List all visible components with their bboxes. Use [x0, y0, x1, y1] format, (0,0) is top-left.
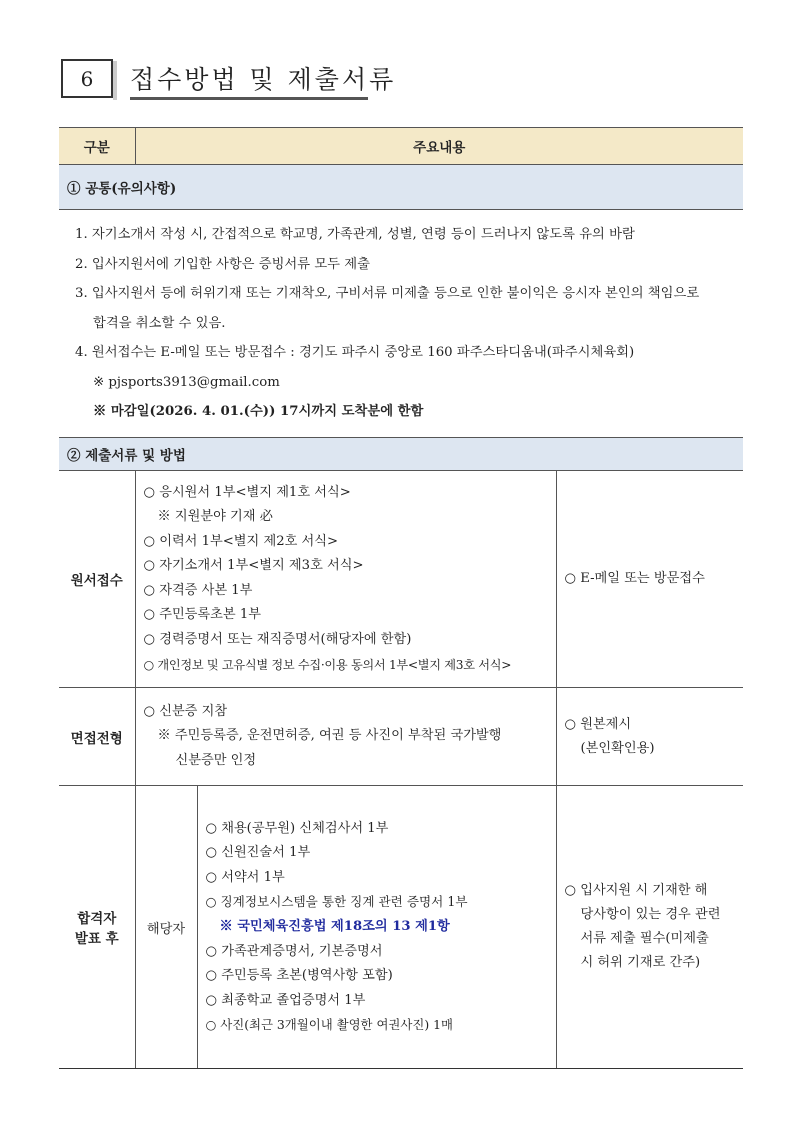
legal-reference: ※ 국민체육진흥법 제18조의 13 제1항: [219, 918, 450, 934]
section1-title: ① 공통(유의사항): [59, 165, 743, 210]
col-header-content: 주요내용: [135, 128, 743, 165]
section2-header-row: [59, 437, 743, 470]
section2-title: ② 제출서류 및 방법: [59, 437, 743, 470]
list-item: ○ 채용(공무원) 신체검사서 1부: [205, 820, 389, 836]
list-item: ○ 자격증 사본 1부: [143, 582, 253, 598]
note-item: 1. 자기소개서 작성 시, 간접적으로 학교명, 가족관계, 성별, 연령 등이 드러나지 않도록 유의 바람: [75, 227, 635, 242]
method-line: 서류 제출 필수(미제출: [580, 931, 709, 947]
section1-notes-row: [59, 210, 743, 438]
list-item: ○ 가족관계증명서, 기본증명서: [205, 943, 383, 959]
note-item: 3. 입사지원서 등에 허위기재 또는 기재착오, 구비서류 미제출 등으로 인한 불이익은 응시자 본인의 책임으로: [75, 286, 700, 301]
note-item: 4. 원서접수는 E-메일 또는 방문접수 : 경기도 파주시 중앙로 160 파주스타디움내(파주시체육회): [75, 345, 635, 360]
after-announcement-method: [556, 786, 743, 1069]
list-item: ○ 이력서 1부<별지 제2호 서식>: [143, 533, 339, 549]
note-deadline: ※ 마감일(2026. 4. 01.(수)) 17시까지 도착분에 한함: [93, 404, 424, 419]
list-note: ※ 주민등록증, 운전면허증, 여권 등 사진이 부착된 국가발행: [157, 728, 502, 744]
list-note: ※ 지원분야 기재 必: [157, 509, 273, 525]
row-label-after-announcement: [59, 786, 135, 1069]
list-item: ○ 신분증 지참: [143, 703, 228, 719]
table-row-interview: [59, 688, 743, 786]
list-item: ○ 사진(최근 3개월이내 촬영한 여권사진) 1매: [205, 1017, 453, 1033]
list-item: ○ 주민등록초본 1부: [143, 607, 261, 623]
method-line: (본인확인용): [580, 740, 655, 756]
list-item: ○ 주민등록 초본(병역사항 포함): [205, 968, 393, 984]
section1-notes: [59, 210, 743, 438]
section1-header-row: [59, 165, 743, 210]
section-number-box: [61, 59, 113, 98]
method-line: 시 허위 기재로 간주): [580, 955, 701, 971]
method-line: ○ 입사지원 시 기재한 해: [564, 883, 708, 899]
list-note-continued: 신분증만 인정: [175, 753, 257, 769]
section-number-shadow: [113, 61, 117, 100]
list-item: ○ 자기소개서 1부<별지 제3호 서식>: [143, 558, 364, 574]
interview-documents: [135, 688, 556, 786]
note-item-continued: 합격을 취소할 수 있음.: [93, 315, 226, 331]
label-line: 발표 후: [74, 931, 119, 948]
col-header-category: 구분: [59, 128, 135, 165]
interview-method: [556, 688, 743, 786]
submission-table: [59, 127, 743, 1069]
list-item: ○ 서약서 1부: [205, 869, 285, 885]
application-documents: [135, 470, 556, 688]
note-item: 2. 입사지원서에 기입한 사항은 증빙서류 모두 제출: [75, 256, 370, 272]
method-line: 당사항이 있는 경우 관련: [580, 907, 721, 923]
after-announcement-documents: [197, 786, 556, 1069]
section-title: 접수방법 및 제출서류: [130, 65, 397, 94]
method-line: ○ 원본제시: [564, 716, 632, 732]
row-label-application: 원서접수: [59, 470, 135, 688]
list-item: ○ 경력증명서 또는 재직증명서(해당자에 한함): [143, 632, 412, 648]
list-item: ○ 신원진술서 1부: [205, 845, 311, 861]
table-row-after-announcement: [59, 786, 743, 1069]
note-email: ※ pjsports3913@gmail.com: [93, 374, 280, 390]
table-row-application: [59, 470, 743, 688]
application-method: ○ E-메일 또는 방문접수: [556, 470, 743, 688]
row-label-interview: 면접전형: [59, 688, 135, 786]
list-item: ○ 최종학교 졸업증명서 1부: [205, 992, 366, 1008]
list-item: ○ 응시원서 1부<별지 제1호 서식>: [143, 484, 351, 500]
label-line: 합격자: [77, 911, 117, 928]
section-title-underline: [130, 97, 368, 100]
section-number: 6: [80, 66, 94, 91]
list-item: ○ 징계정보시스템을 통한 징계 관련 증명서 1부: [205, 894, 468, 910]
table-header-row: [59, 128, 743, 165]
row-sub-label: 해당자: [135, 786, 197, 1069]
list-item: ○ 개인정보 및 고유식별 정보 수집·이용 동의서 1부<별지 제3호 서식>: [143, 657, 512, 672]
